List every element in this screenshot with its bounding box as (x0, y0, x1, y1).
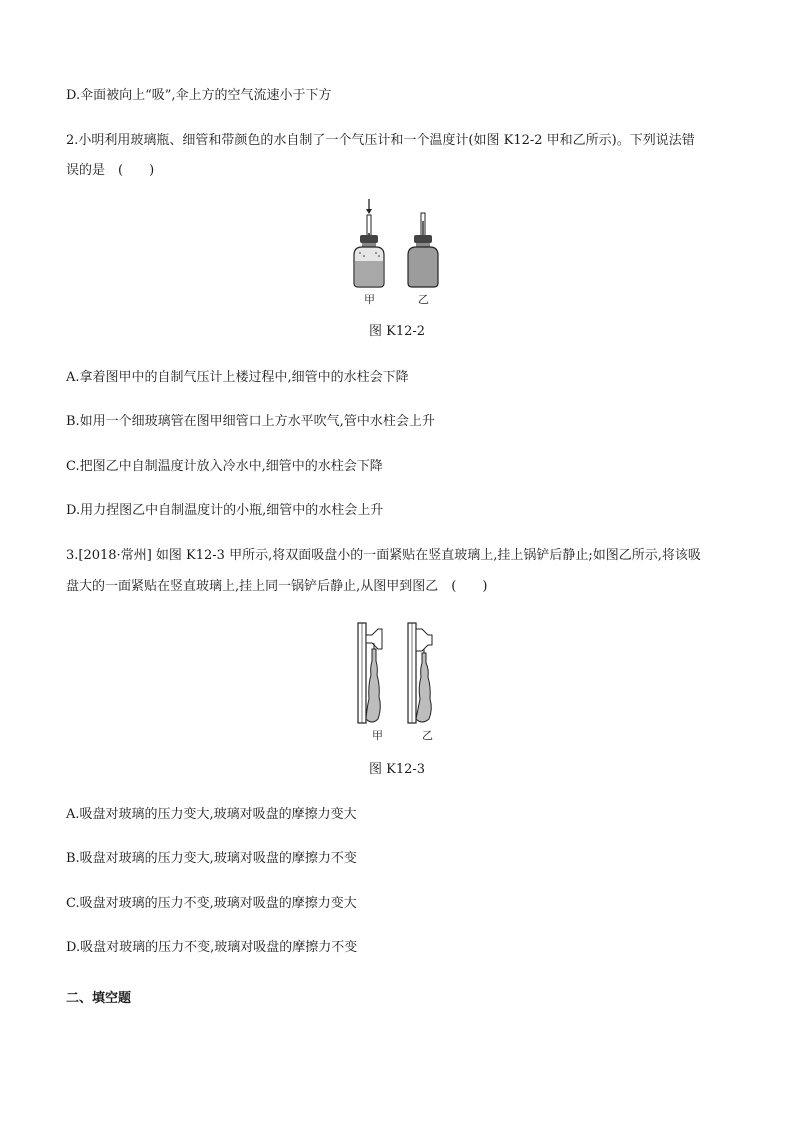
label-yi: 乙 (418, 293, 429, 306)
figure-caption-k12-2: 图 K12-2 (368, 324, 426, 339)
label-jia: 甲 (364, 293, 375, 306)
spatula-left (366, 649, 380, 722)
q1-option-d: D.伞面被向上“吸”,伞上方的空气流速小于下方 (66, 88, 332, 103)
label-yi: 乙 (422, 729, 433, 742)
q3-option-d: D.吸盘对玻璃的压力不变,玻璃对吸盘的摩擦力不变 (66, 940, 358, 955)
q3-option-b: B.吸盘对玻璃的压力变大,玻璃对吸盘的摩擦力不变 (66, 851, 357, 866)
q3-stem-line1: 3.[2018·常州] 如图 K12-3 甲所示,将双面吸盘小的一面紧贴在竖直玻璃上,挂上锅铲后静止;如图乙所示,将该吸 (66, 548, 701, 563)
q2-stem-line1: 2.小明利用玻璃瓶、细管和带颜色的水自制了一个气压计和一个温度计(如图 K12-2 甲和乙所示)。下列说法错 (66, 133, 695, 148)
q2-option-a: A.拿着图甲中的自制气压计上楼过程中,细管中的水柱会下降 (66, 370, 409, 385)
label-jia: 甲 (372, 729, 383, 742)
q2-option-c: C.把图乙中自制温度计放入冷水中,细管中的水柱会下降 (66, 459, 383, 474)
section-heading-fill-in: 二、填空题 (66, 991, 132, 1006)
q2-option-d: D.用力捏图乙中自制温度计的小瓶,细管中的水柱会上升 (66, 503, 384, 518)
figure-k12-3 (350, 615, 450, 745)
figure-k12-2 (340, 195, 450, 310)
q3-option-a: A.吸盘对玻璃的压力变大,玻璃对吸盘的摩擦力变大 (66, 807, 357, 822)
bottle-right (408, 247, 438, 287)
q3-option-c: C.吸盘对玻璃的压力不变,玻璃对吸盘的摩擦力变大 (66, 896, 357, 911)
q3-stem-line2: 盘大的一面紧贴在竖直玻璃上,挂上同一锅铲后静止,从图甲到图乙 ( ) (66, 579, 488, 594)
spatula-right (416, 653, 431, 722)
figure-caption-k12-3: 图 K12-3 (368, 762, 426, 777)
q2-stem-line2: 误的是 ( ) (66, 163, 155, 178)
q2-option-b: B.如用一个细玻璃管在图甲细管口上方水平吹气,管中水柱会上升 (66, 414, 435, 429)
